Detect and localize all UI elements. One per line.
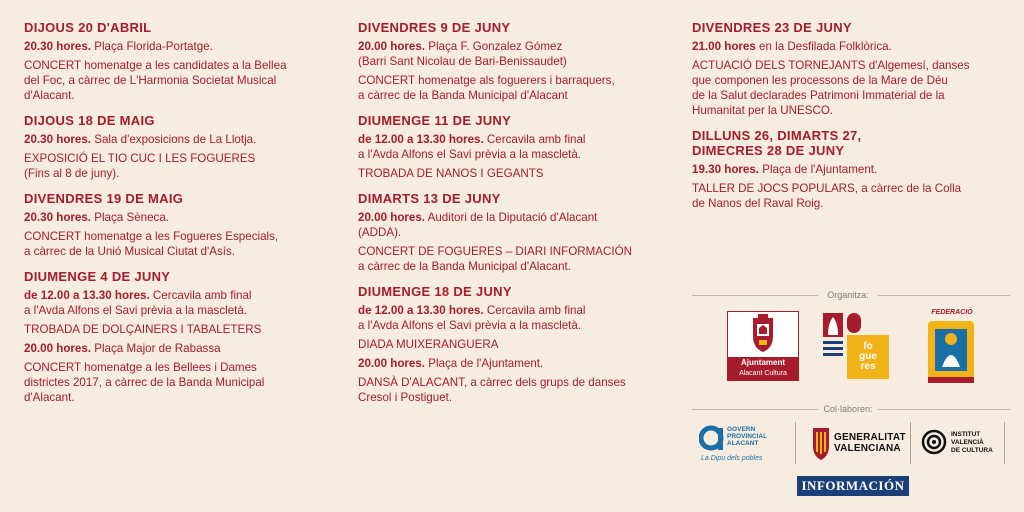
event-text-line: (Barri Sant Nicolau de Bari-Benissaudet) <box>358 55 567 68</box>
diputacio-text: GOVERN <box>727 426 756 433</box>
event-text-line: Cresol i Postiguet. <box>358 391 453 404</box>
event-text-line: DANSÀ D'ALACANT, a càrrec dels grups de danses <box>358 376 626 389</box>
event-text-line: 20.30 hores. Plaça Sèneca. <box>24 211 170 224</box>
event-text-line: DIADA MUIXERANGUERA <box>358 338 499 351</box>
event-text-line: que componen les processons de la Mare de Déu <box>692 74 948 87</box>
event-text-line: TROBADA DE DOLÇAINERS I TABALETERS <box>24 323 262 336</box>
program-column-2 <box>358 20 678 415</box>
event-text-line: districtes 2017, a càrrec de la Banda Municipal <box>24 376 265 389</box>
event-date: DILLUNS 26, DIMARTS 27, DIMECRES 28 DE JUNY <box>692 128 862 158</box>
event-text-line: de 12.00 a 13.30 hores. Cercavila amb final <box>358 304 586 317</box>
event-block <box>24 191 344 259</box>
event-date: DIVENDRES 23 DE JUNY <box>692 20 852 35</box>
event-text-line: CONCERT DE FOGUERES – DIARI INFORMACIÓN <box>358 245 632 258</box>
ajuntament-name: Ajuntament Alacant Cultura <box>728 357 798 380</box>
event-time: 19.30 hores. <box>692 163 760 176</box>
event-block <box>358 113 678 181</box>
event-text-line: d'Alacant. <box>24 89 75 102</box>
event-time: 21.00 hores <box>692 40 756 53</box>
federacio-text: FEDERACIÓ <box>931 309 973 316</box>
event-block <box>358 191 678 274</box>
divider <box>795 422 796 464</box>
ivc-rings-icon <box>920 428 948 456</box>
federacio-emblem-icon <box>922 309 982 387</box>
event-date: DIVENDRES 9 DE JUNY <box>358 20 511 35</box>
event-text-line: (ADDA). <box>358 226 402 239</box>
generalitat-shield-icon <box>810 424 832 462</box>
event-time: de 12.00 a 13.30 hores. <box>358 133 484 146</box>
event-date: DIUMENGE 18 DE JUNY <box>358 284 512 299</box>
federacio-logo <box>922 309 982 387</box>
fogueres-logo <box>820 311 890 381</box>
event-text-line: a l'Avda Alfons el Savi prèvia a la mascletà. <box>358 148 582 161</box>
event-text-line: 21.00 hores en la Desfilada Folklòrica. <box>692 40 892 53</box>
ivc-text: DE CULTURA <box>951 447 993 454</box>
event-text-line: Humanitat per la UNESCO. <box>692 104 834 117</box>
ivc-text: VALENCIÀ <box>951 439 984 446</box>
ivc-logo <box>920 428 1004 462</box>
event-text-line: 19.30 hores. Plaça de l'Ajuntament. <box>692 163 878 176</box>
event-time: de 12.00 a 13.30 hores. <box>24 289 150 302</box>
divider <box>878 409 1010 410</box>
event-block <box>24 269 344 405</box>
event-text-line: CONCERT homenatge a les candidates a la Bellea <box>24 59 287 72</box>
event-block <box>692 128 1012 211</box>
event-text-line: 20.00 hores. Plaça Major de Rabassa <box>24 342 221 355</box>
program-column-1 <box>24 20 344 415</box>
event-text-line: ACTUACIÓ DELS TORNEJANTS d'Algemesí, danses <box>692 59 970 72</box>
event-time: 20.00 hores. <box>358 357 426 370</box>
diputacio-text: ALACANT <box>727 440 759 447</box>
diputacio-logo <box>697 422 787 466</box>
generalitat-text: GENERALITAT <box>834 432 906 443</box>
ajuntament-logo <box>727 311 799 381</box>
event-time: 20.00 hores. <box>358 211 426 224</box>
organitza-label: Organitza: <box>827 290 869 300</box>
event-block <box>358 284 678 405</box>
divider <box>910 422 911 464</box>
event-time: 20.00 hores. <box>24 342 92 355</box>
event-text-line: a l'Avda Alfons el Savi prèvia a la mascletà. <box>358 319 582 332</box>
diputacio-text: PROVINCIAL <box>727 433 768 440</box>
event-text-line: a càrrec de la Banda Municipal d'Alacant <box>358 89 568 102</box>
event-time: 20.30 hores. <box>24 40 92 53</box>
event-text-line: de la Salut declarades Patrimoni Immaterial de la <box>692 89 945 102</box>
event-text-line: 20.00 hores. Auditori de la Diputació d'Alacant <box>358 211 598 224</box>
event-text-line: de 12.00 a 13.30 hores. Cercavila amb final <box>24 289 252 302</box>
informacion-logo: INFORMACIÓN <box>797 476 909 496</box>
event-text-line: (Fins al 8 de juny). <box>24 167 120 180</box>
divider <box>1004 422 1005 464</box>
event-block <box>692 20 1012 118</box>
coat-of-arms-icon <box>728 312 798 358</box>
diputacio-slogan: La Dipu dels pobles <box>701 455 763 462</box>
event-text-line: EXPOSICIÓ EL TIO CUC I LES FOGUERES <box>24 152 256 165</box>
event-time: de 12.00 a 13.30 hores. <box>358 304 484 317</box>
program-column-3 <box>692 20 1012 221</box>
collaboren-label: Col·laboren: <box>823 404 873 414</box>
event-date: DIMARTS 13 DE JUNY <box>358 191 501 206</box>
event-text-line: 20.30 hores. Sala d'exposicions de La Llotja. <box>24 133 257 146</box>
event-text-line: d'Alacant. <box>24 391 75 404</box>
event-block <box>24 20 344 103</box>
event-text-line: TALLER DE JOCS POPULARS, a càrrec de la Colla <box>692 182 962 195</box>
generalitat-logo <box>808 424 908 464</box>
event-text-line: 20.00 hores. Plaça F. Gonzalez Gómez <box>358 40 563 53</box>
event-text-line: 20.30 hores. Plaça Florida-Portatge. <box>24 40 213 53</box>
event-text-line: a l'Avda Alfons el Savi prèvia a la mascletà. <box>24 304 248 317</box>
event-block <box>358 20 678 103</box>
event-date: DIUMENGE 11 DE JUNY <box>358 113 512 128</box>
event-text-line: a càrrec de la Unió Musical Ciutat d'Asís. <box>24 245 235 258</box>
divider <box>692 409 818 410</box>
ivc-text: INSTITUT <box>951 431 981 438</box>
diputacio-a-icon <box>699 424 725 454</box>
fogueres-text: fo gue res <box>859 341 877 372</box>
divider <box>878 295 1010 296</box>
event-time: 20.00 hores. <box>358 40 426 53</box>
divider <box>692 295 818 296</box>
event-time: 20.30 hores. <box>24 133 92 146</box>
event-text-line: del Foc, a càrrec de L'Harmonia Societat Musical <box>24 74 277 87</box>
event-text-line: de Nanos del Raval Roig. <box>692 197 824 210</box>
event-time: 20.30 hores. <box>24 211 92 224</box>
event-date: DIUMENGE 4 DE JUNY <box>24 269 171 284</box>
generalitat-text: VALENCIANA <box>834 443 901 454</box>
event-date: DIJOUS 20 D'ABRIL <box>24 20 152 35</box>
event-text-line: CONCERT homenatge als foguerers i barraquers, <box>358 74 615 87</box>
event-text-line: CONCERT homenatge a les Fogueres Especials, <box>24 230 279 243</box>
event-block <box>24 113 344 181</box>
event-date: DIJOUS 18 DE MAIG <box>24 113 155 128</box>
event-text-line: de 12.00 a 13.30 hores. Cercavila amb final <box>358 133 586 146</box>
event-text-line: CONCERT homenatge a les Bellees i Dames <box>24 361 257 374</box>
event-text-line: TROBADA DE NANOS I GEGANTS <box>358 167 544 180</box>
event-text-line: 20.00 hores. Plaça de l'Ajuntament. <box>358 357 544 370</box>
event-text-line: a càrrec de la Banda Municipal d'Alacant. <box>358 260 571 273</box>
event-date: DIVENDRES 19 DE MAIG <box>24 191 184 206</box>
